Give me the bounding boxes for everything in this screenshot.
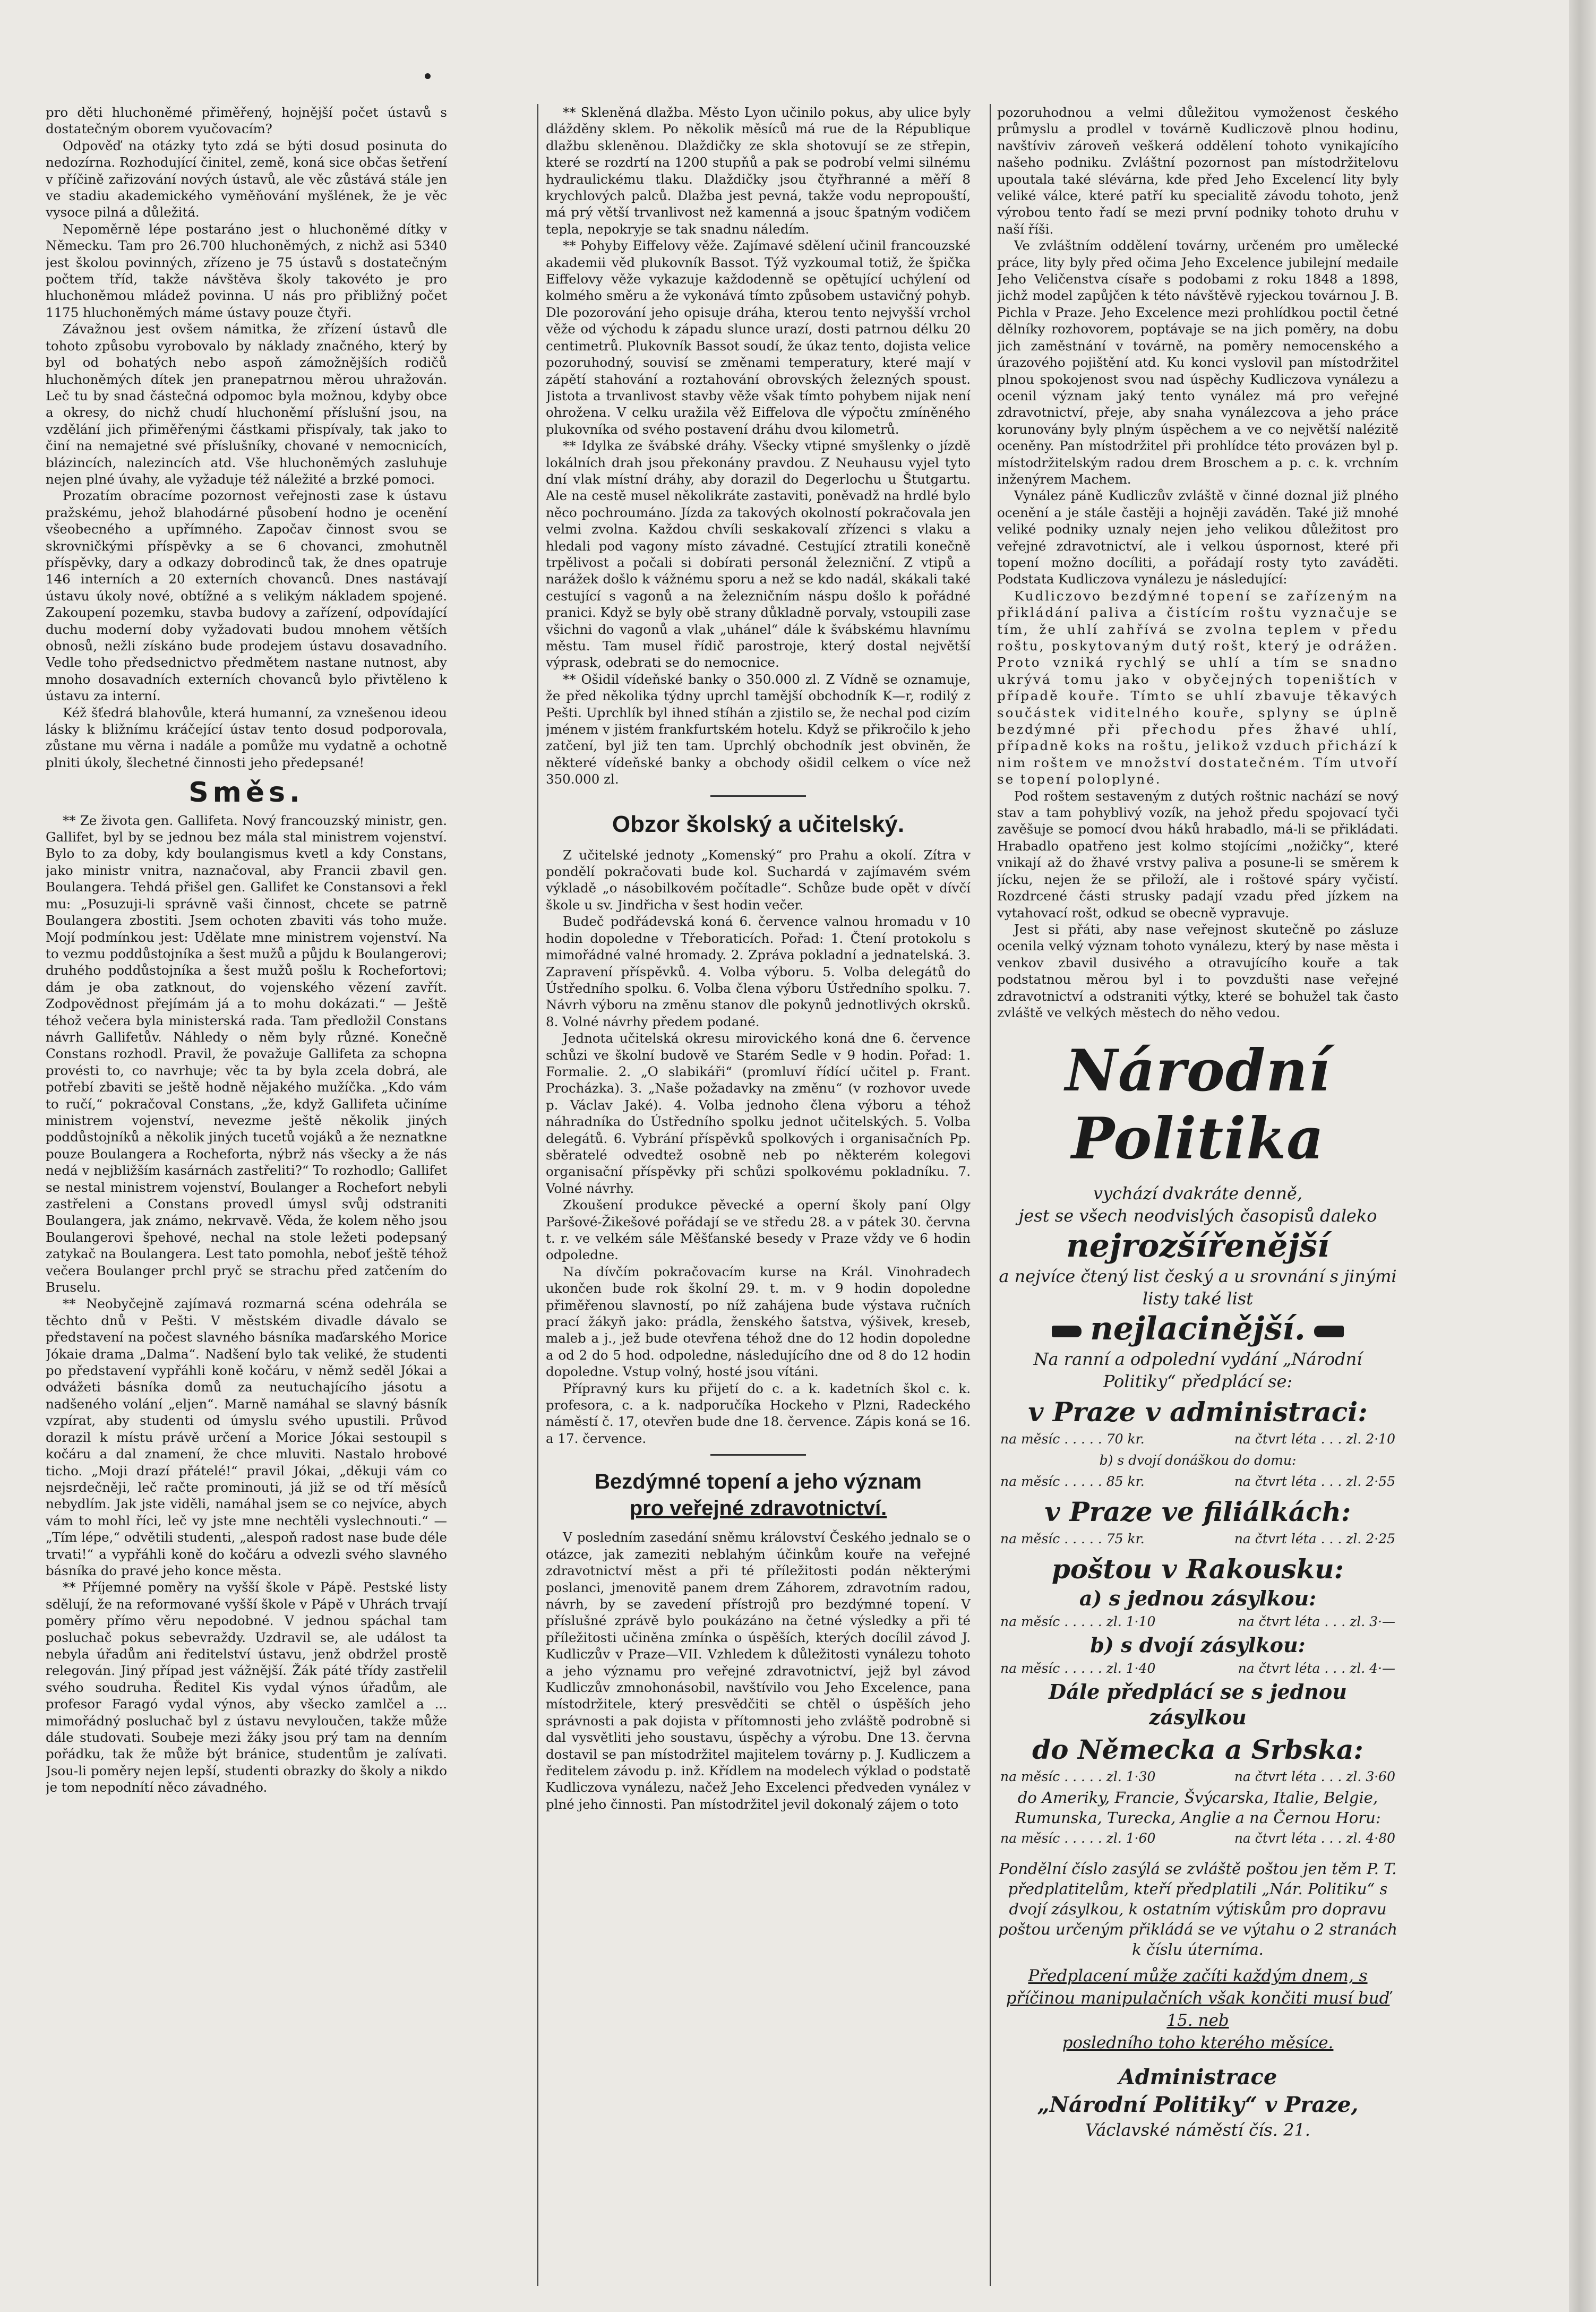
admin-name: „Národní Politiky“ v Praze, [1037,2092,1359,2118]
section-title-smes: Směs. [188,777,304,809]
ad-line: a nejvíce čtený list český a u srovnání s jinými listy také list [999,1266,1397,1309]
masthead-narodni-politika: Národní Politika [1065,1037,1331,1173]
ad-note: Předplacení může začíti každým dnem, s příčinou manipulačních však končiti musí buď 15. neb [1006,1966,1390,2031]
ad-line: vychází dvakráte denně, [1093,1183,1303,1204]
news-item: ** Příjemné poměry na vyšší škole v Pápě. Pestské listy sdělují, že na reformované vyšší škole v Pápě v Uhrách trvají poměry přímo věru nepodobné. V jednou spáchal tam posluchač pokus sebevraždy. Uzdravil se, ale událost ta nebyla úřadům ani ředitelství ústavu, jenž obdržel prostě relegován. Jiný případ jest vážnější. Žák páté třídy zastřelil svého soudruha. Ředitel Kis vydal výnos úřadům, ale profesor Faragó vydal výnos, aby všecko zamlčel a ... mimořádný posluchač byl z ústavu nevyloučen, takže může dále studovati. Soubeje mezi žáky jsou prý tam na denním pořádku, tak že může být bránice, studentům je zalívati. Jsou-li poměry nejen lepší, studenti obrazky do školy a nikdo je tom nepodnítí něco závadného. [46,1579,447,1795]
price-heading: v Praze ve filiálkách: [1044,1496,1351,1528]
price-row [997,1429,1398,1450]
news-item: Přípravný kurs ku přijetí do c. a k. kadetních škol c. k. profesora, c. a k. nadporučíka Hockeho v Plzni, Radeckého náměstí č. 17, otevřen bude dne 18. července. Zápis koná se 16. a 17. července. [546,1380,971,1446]
price-row [997,1611,1398,1632]
price-label: na měsíc . . . . . 70 kr. [1000,1431,1145,1447]
news-item: Budeč podřádevská koná 6. července valnou hromadu v 10 hodin dopoledne v Třeboraticích. Pořad: 1. Čtení protokolu s mimořádné valné hromady. 2. Zpráva pokladní a jednatelská. 3. Zapravení příspěvků. 4. Volba výboru. 5. Volba delegátů do Ústředního spolku. 6. Volba člena výboru Ústředního spolku. 7. Návrh výboru na změnu stanov dle pokynů jednotlivých okrsků. 8. Volné návrhy předem podané. [546,914,971,1029]
news-item: ** Ze života gen. Gallifeta. Nový francouzský ministr, gen. Gallifet, byl by se jednou bez mála stal ministrem vojenství. Bylo to za doby, kdy boulangismus kvetl a kdy Constans, jako ministr vnitra, naznačoval, aby Francii zbavil gen. Boulangera. Tehdá přišel gen. Gallifet ke Constansovi a řekl mu: „Posuzuji-li správně vaši činnost, chcete se patrně Boulangera zbostiti. Jsem ochoten zbaviti vás toho muže. Mojí podmínkou jest: Udělate mne ministrem vojenství. Na to vezmu poddůstojníka a šest mužů a půjdu k Boulangerovi; druhého poddůstojníka a šest mužů pošlu k Rochefortovi; dám je oba zatknout, do vojenského vězení zavřít. Zodpovědnost přejímám já a to mohu dokázati.“ — Ještě téhož večera byla ministerská rada. Tam předložil Constans návrh Gallifetův. Náhledy o něm byly různé. Konečně Constans rozhodl. Pravil, že považuje Gallifeta za schopna provésti to, co navrhuje; věc ta by byla zcela dobrá, ale potřebí zbaviti se ještě hodně nějakého mužíčka. „Kdo vám to ručí,“ pokračoval Constans, „že, když Gallifeta učiníme ministrem vojenství, nevezme ještě několik jiných poddůstojníků a několik jiných tucetů vojáků a že neznatkne pouze Boulangera a Rocheforta, nýbrž nás všecky a že nás nedá v nejbližším kasárnách zastřeliti?“ To rozhodlo; Gallifet se nestal ministrem vojenství, Boulanger a Rochefort nebyli zastřeleni a Constans provedl úmysl svůj odstraniti Boulangera, jak známo, nekrvavě. Věda, že kolem něho jsou Boulangerovi špehové, nechal na stole ležeti podepsaný zatykač na Boulangera. Lest tato pomohla, neboť ještě téhož večera Boulanger prchl pryč se strachu před zatčením do Bruselu. [46,812,447,1295]
article-paragraph: Pod roštem sestaveným z dutých roštnic nachází se nový stav a tam pohyblivý vozík, na jehož předu spojovací tyči zavěšuje se pomocí dvou háků hrabadlo, má-li se přikládati. Hrabadlo opatřeno jest kolmo stojícími „nožičky“, které vnikají až do žhavé vrstvy paliva a posune-li se směrem k jícku, nejen že se přiloží, ale i roštové spáry vyčistí. Rozdrcené části strusky padají vzadu před jízkem na vytahovací rošt, odkud se obecně vypravuje. [997,788,1398,921]
paragraph: pro děti hluchoněmé přiměřený, hojnější počet ústavů s dostatečným oborem vyučovacím? [46,105,447,137]
page-fold-edge [1569,0,1596,2312]
price-heading: poštou v Rakousku: [1051,1553,1344,1585]
price-heading: v Praze v administraci: [1028,1396,1368,1428]
price-label: na měsíc . . . . . 75 kr. [1000,1531,1145,1547]
print-mark [425,73,431,79]
price-row [997,1450,1398,1471]
price-label: na měsíc . . . . . zl. 1·30 [1000,1769,1156,1785]
price-row [997,1528,1398,1550]
price-label: b) s dvojí donáškou do domu: [1099,1452,1297,1468]
article-paragraph: Ve zvláštním oddělení továrny, určeném pro umělecké práce, lity byly před očima Jeho Excelence jubilejní medaile Jeho Veličenstva císaře s podobami z roku 1848 a 1898, jichž model zapůjčen k této návštěvě ryjeckou továrnou J. B. Pichla v Praze. Jeho Excelence mezi prohlídkou poctil četné dělníky rozhovorem, poptávaje se na jich poměry, na dobu jich zaměstnání v továrně, na poměry nemocenského a úrazového pojištění atd. Ku konci vyslovil pan místodržitel plnou spokojenost svou nad úspěchy Kudliczova vynálezu a ocenil význam jaký tento vynález má pro veřejné zdravotnictví, přeje, aby snaha vynálezcova a jeho práce korunovány byly plným úspěchem a ve co největší nalézitě oceněny. Pan místodržitel při prohlídce této provázen byl p. místodržitelským radou drem Broschem a p. c. k. vrchním inženýrem Machem. [997,238,1398,487]
ad-countries: do Ameriky, Francie, Švýcarska, Italie, Belgie, Rumunska, Turecka, Anglie a na Černou Horu: [1015,1789,1381,1827]
ad-line: Na ranní a odpolední vydání „Národní Politiky“ předplácí se: [1033,1349,1362,1392]
article-title [546,1468,971,1522]
section-title-obzor: Obzor školský a učitelský. [612,811,905,837]
news-item: ** Pohyby Eiffelovy věže. Zajímavé sdělení učinil francouzské akademii věd plukovník Bassot. Týž vyzkoumal totiž, že špička Eiffelovy věže vykazuje každodenně se opětující uchýlení od kolmého směru a že vykonává tímto způsobem ustavičný pohyb. Dle pozorování jeho opisuje dráha, kterou tento nejvyšší vrchol věže od východu k západu slunce urazí, dosti patrnou délku 20 centimetrů. Plukovník Bassot soudí, že úkaz tento, dojista velice pozoruhodný, souvisí se změnami temperatury, které mají v zápětí stahování a roztahování obrovských železných spoust. Jistota a trvanlivost stavby věže však tímto pohybem nijak není ohrožena. V celku uražila věž Eiffelova dle výpočtu zmíněného plukovníka od svého postavení dráhu dvou kilometrů. [546,238,971,437]
price-label: na měsíc . . . . . zl. 1·10 [1000,1614,1156,1630]
price-value: na čtvrt léta . . . zl. 2·25 [1234,1531,1395,1547]
price-row [997,1766,1398,1787]
pointing-hand-icon [1314,1326,1344,1337]
news-item: ** Idylka ze švábské dráhy. Všecky vtipné smyšlenky o jízdě lokálních drah jsou překonány pravdou. Z Neuhausu vyjel tyto dní vlak místní dráhy, aby dorazil do Degerlochu u Štutgartu. Ale na cestě musel několikráte zastaviti, poněvadž na hrdlé bylo něco pochroumáno. Jízda za takových okolností pokračovala jen velmi zvolna. Každou chvíli seskakovalí zřízenci s vlaku a hledali pod vagony místo závadné. Cestující ztratili konečně trpělivost a počali si dobírati personál železniční. Z vtipů a narážek došlo k vážnému sporu a než se kdo nadál, skákali také cestující s vagonů a na železničním náspu došlo k pořádné pranici. Když se byly obě strany důkladně porvaly, vstoupili zase všichni do vagonů a vlak „uhánel“ dále k švábskému hlavnímu městu. Tam musel řídič parostroje, který dostal největší výprask, odebrati se do nemocnice. [546,438,971,671]
article-title-line: pro veřejné zdravotnictví. [629,1497,887,1520]
article-paragraph: Jest si přáti, aby nase veřejnost skutečně po zásluze ocenila velký význam tohoto vynálezu, který by nase města i venkov zbavil dusivého a otravujícího kouře a tak podstatnou měrou byl i to povzdušti nase veřejné zdravotnictví a odstraniti výtky, které se bohužel tak často zvláště ve velkých městech do něho vedou. [997,921,1398,1020]
column-3 [997,104,1398,2281]
price-label: na měsíc . . . . . 85 kr. [1000,1474,1145,1490]
article-title-line: Bezdýmné topení a jeho význam [595,1470,922,1494]
admin-address: Václavské náměstí čís. 21. [1085,2120,1310,2141]
paragraph: Závažnou jest ovšem námitka, že zřízení ústavů dle tohoto způsobu vyrobovalo by náklady značného, který by byl od bohatých nebo aspoň zámožnějších rodičů hluchoněmých dítek jen pranepatrnou měrou uhražován. Leč tu by snad částečná odpomoc byla možnou, kdyby obce a okresy, do nichž chudí hluchoněmí příslušní jsou, na vzdělání jich přiměřenými částkami přispívaly, tak jako to činí na nemajetné své příslušníky, chované v nemocnicích, blázincích, nalezincích atd. Vše hluchoněmých zasluhuje nejen plné úvahy, ale vyžaduje též náležité a brzké pomoci. [46,321,447,487]
article-paragraph: Vynález páně Kudliczův zvláště v činné doznal již plného ocenění a je stále častěji a hojněji zaváděn. Také již mnohé veliké podniky uznaly nejen jeho velikou důležitost pro veřejné zdravotnictví, ale i velkou úspornost, které při topení možno docíliti, a pořádají rosty tyto zaváděti. Podstata Kudliczova vynálezu je následující: [997,488,1398,587]
column-rule [537,104,538,2286]
ad-note: posledního toho kterého měsíce. [1062,2033,1334,2053]
price-value: na čtvrt léta . . . zl. 3·60 [1234,1769,1395,1785]
price-value: na čtvrt léta . . . zl. 4·80 [1234,1830,1395,1846]
price-row [997,1828,1398,1849]
paragraph: Kéž šťedrá blahovůle, která humanní, za vznešenou ideou lásky k bližnímu kráčející ústav tento dosud podporovala, zůstane mu věrna i nadále a pomůže mu vydatně a ochotně plniti úkoly, šlechetné činnosti jeho předepsané! [46,704,447,770]
price-row [997,1658,1398,1679]
price-label: na měsíc . . . . . zl. 1·40 [1000,1661,1156,1677]
ad-emphasis-text: nejlacinější. [1090,1310,1306,1348]
price-subheading: Dále předplácí se s jednou zásylkou [1049,1680,1347,1730]
price-value: na čtvrt léta . . . zl. 2·55 [1234,1474,1395,1490]
divider [710,795,806,797]
ad-emphasis: nejrozšířenější [1066,1227,1329,1265]
pointing-hand-icon [1052,1326,1082,1337]
news-item: ** Ošidil vídeňské banky o 350.000 zl. Z Vídně se oznamuje, že před několika týdny uprchl tamější obchodník K—r, rodilý z Pešti. Uprchlík byl ihned stíhán a zjistilo se, že nechal pod cizím jménem v jistém frankfurtském hotelu. Když se přikročilo k jeho zatčení, byl již ten tam. Uprchlý obchodník jest obviněn, že některé vídeňské banky a obchody ošidil celkem o více než 350.000 zl. [546,671,971,787]
divider [710,1454,806,1456]
price-subheading: a) s jednou zásylkou: [1079,1586,1317,1611]
ad-line: jest se všech neodvislých časopisů daleko [1018,1206,1377,1226]
paragraph: Prozatím obracíme pozornost veřejnosti zase k ústavu pražskému, jehož blahodárné působení hodno je ocenění všeobecného a upřímného. Započav činnost svou se skrovničkými příspěvky a se 6 chovanci, zmohutněl příspěvky, dary a odkazy dobrodinců tak, že dnes opatruje 146 interních a 20 externích chovanců. Dnes nastávají ústavu úkoly nové, obtížné a s velikým nákladem spojené. Zakoupení pozemku, stavba budovy a zařízení, odpovídající duchu moderní doby vyžadovati budou mnohem větších obnosů, nežli získáno bude prodejem ústavu dosavadního. Vedle toho předsednictvo předmětem nastane nutnost, aby mnoho dosavadních externích chovanců bylo přivtěleno k ústavu za interní. [46,488,447,704]
news-item: Na dívčím pokračovacím kurse na Král. Vinohradech ukončen bude rok školní 29. t. m. v 9 hodin dopoledne přiměřenou slavností, po níž zahájena bude výstava ručních prací žákyň jako: prádla, ženského šatstva, výšivek, kreseb, maleb a j., jež bude otevřena téhož dne do 12 hodin dopoledne a od 2 do 5 hod. odpoledne, následujícího dne od 8 do 12 hodin dopoledne. Vstup volný, hosté jsou vítáni. [546,1264,971,1380]
price-heading: do Německa a Srbska: [1032,1734,1363,1766]
news-item: Zkoušení produkce pěvecké a operní školy paní Olgy Paršové-Žikešové pořádají se ve středu 28. a v pátek 30. června t. r. ve velkém sále Měšťanské besedy v Praze vždy ve 6 hodin odpoledne. [546,1197,971,1263]
news-item: ** Skleněná dlažba. Město Lyon učinilo pokus, aby ulice byly dlážděny sklem. Po několik měsíců má rue de la République dlažbu skleněnou. Dlaždičky ze skla shotovují se ze střepin, které se rozdrtí na 1200 stupňů a pak se podrobí velmi silnému hydraulickému tlaku. Dlaždičky jsou čtyřhranné a měří 8 krychlových palců. Dlažba jest pevná, takže vodu nepropouští, má prý větší trvanlivost než kamenná a jsouc špatným vodičem tepla, nepokryje se tak snadnu náledím. [546,105,971,237]
paragraph: Nepoměrně lépe postaráno jest o hluchoněmé dítky v Německu. Tam pro 26.700 hluchoněmých, z nichž asi 5340 jest školou povinných, zřízeno je 75 ústavů s dostatečným počtem tříd, takže návštěva školy takovéto je pro hluchoněmou mládež povinna. U nás pro přibližný počet 1175 hluchoněmých máme ústavy pouze čtyři. [46,221,447,320]
news-item: Jednota učitelská okresu mirovického koná dne 6. července schůzi ve školní budově ve Starém Sedle v 9 hodin. Pořad: 1. Formalie. 2. „O slabikáři“ (promluví řídící učitel p. Frant. Procházka). 3. „Naše požadavky na změnu“ (v rozhovor uvede p. Václav Jaké). 4. Volba jednoho člena výboru a téhož náhradníka do Ústředního spolku jednot učitelských. 5. Volba delegátů. 6. Vybrání příspěvků spolkových i organisačních Pp. sběratelé odvedtež osobně neb po některém kolegovi organisační příspěvky při schůzi spolkovému pokladníku. 7. Volné návrhy. [546,1030,971,1196]
news-item: Z učitelské jednoty „Komenský“ pro Prahu a okolí. Zítra v pondělí pokračovati bude kol. Suchardá v zajímavém svém výkladě „o násobilkovém počítadle“. Schůze bude opět v dívčí škole u sv. Jindřicha v šest hodin večer. [546,847,971,913]
price-label: na měsíc . . . . . zl. 1·60 [1000,1830,1156,1846]
subscription-advertisement [997,1037,1398,2141]
admin-title: Administrace [1118,2065,1277,2090]
price-value: na čtvrt léta . . . zl. 3·— [1238,1614,1395,1630]
ad-emphasis-cheapest [997,1310,1398,1348]
price-value: na čtvrt léta . . . zl. 4·— [1238,1661,1395,1677]
price-value: na čtvrt léta . . . zl. 2·10 [1234,1431,1395,1447]
news-item: ** Neobyčejně zajímavá rozmarná scéna odehrála se těchto dnů v Pešti. V městském divadle dávalo se představení na počest slavného básníka maďarského Morice Jókaie drama „Dalma“. Nadšení bylo tak veliké, že studenti po představení vypřáhli koně kočáru, v němž seděl Jókai a odvážeti básníka domů za neutuchajícího jásotu a nadšeného volání „eljen“. Marně namáhal se slavný básník vzpírat, aby studenti od úmyslu svého upustili. Průvod dorazil k místu právě určení a Morice Jókai sestoupil s kočáru a dal znamení, že chce mluviti. Nastalo hrobové ticho. „Moji drazí přátelé!“ pravil Jókai, „děkuji vám co nejsrdečněji, leč račte prominouti, já již se od tří měsíců nebydlím. Jak jste viděli, namáhal jsem se co nejvíce, abych vám to mohl říci, leč vy jste mne nechtěli vyslechnouti.“ — „Tím lépe,“ odvětili studenti, „alespoň radost nase bude déle trvati!“ a vypřáhli koně do kočáru a odvezli svého slavného básníka do pravé jeho konce města. [46,1296,447,1578]
article-paragraph: Kudliczovo bezdýmné topení se zařízeným na přikládání paliva a čistícím roštu vyznačuje se tím, že uhlí zahřívá se zvolna teplem v předu roštu, poskytovaným dutý rošt, který je odrážen. Proto vzniká rychlý se uhlí a tím se snadno ukrývá tomu jako v obyčejných topeništích v případě kouře. Tímto se uhlí zbavuje těkavých součástek viditelného kouře, splyny se úplně bezdýmné při přechodu přes žhavé uhlí, případně koks na roštu, jelikož vzduch přichází k nim roštem ve množství dostatečném. Tím utvoří se topení poloplyné. [997,588,1398,787]
column-2 [546,104,971,2281]
price-subheading: b) s dvojí zásylkou: [1090,1633,1306,1657]
article-paragraph: V posledním zasedání sněmu království Českého jednalo se o otázce, jak zameziti neblahým účinkům kouře na veřejné zdravotnictví měst a při té příležitosti podán některými poslanci, jmenovitě panem drem Záhorem, zdravotním radou, návrh, by se zavedení přístrojů pro bezdýmné topení. V příslušné zprávě bylo poukázáno na četné výsledky a při té příležitosti učiněna zmínka o úspěších, kterých docílil závod J. Kudliczův v Praze—VII. Vzhledem k důležitosti vynálezu tohoto a jeho významu pro veřejné zdravotnictví, jejž byl závod Kudliczův zmnohonásobil, navštívilo vou Jeho Excelence, pana místodržitele, který presvědčiti se chtěl o úspěších jeho správnosti a pak dojista v přítomnosti jeho zvláště podrobně si dal vysvětliti jeho soustavu, úspěchy a výrobu. Dne 13. června dostavil se pan místodržitel majitelem továrny p. J. Kudliczem a ředitelem závodu p. inž. Křídlem na modelech výklad o podstatě Kudliczova vynálezu, načež Jeho Excelenci předveden vynález v plné jeho činnosti. Pan místodržitel jevil dokonalý zájem o toto [546,1529,971,1812]
price-row [997,1471,1398,1492]
paragraph: Odpověď na otázky tyto zdá se býti dosud posinuta do nedozírna. Rozhodující činitel, země, koná sice občas šetření v příčině zařizování nových ústavů, ale věc zůstává stále jen ve stadiu akademického vyměňování myšlének, že je věc vysoce pilná a důležitá. [46,137,447,220]
column-rule [990,104,991,2286]
column-1 [46,104,447,2281]
ad-note: Pondělní číslo zasýlá se zvláště poštou jen těm P. T. předplatitelům, kteří předplatili „Nár. Politiku“ s dvojí zásylkou, k ostatním výtiskům pro dopravu poštou určeným přikládá se ve výtahu o 2 stranách k číslu úterníma. [998,1860,1397,1959]
article-paragraph: pozoruhodnou a velmi důležitou vymoženost českého průmyslu a prodlel v továrně Kudliczově plnou hodinu, navštíviv zároveň veškerá oddělení tohoto vynikajícího našeho podniku. Zvláštní pozornost pan místodržitelovu upoutala také slévárna, kde před Jeho Excelencí lity byly veliké válce, které patří ku specialitě závodu tohoto, jenž výrobou tento řadí se mezi první podniky tohoto druhu v naší říši. [997,105,1398,237]
